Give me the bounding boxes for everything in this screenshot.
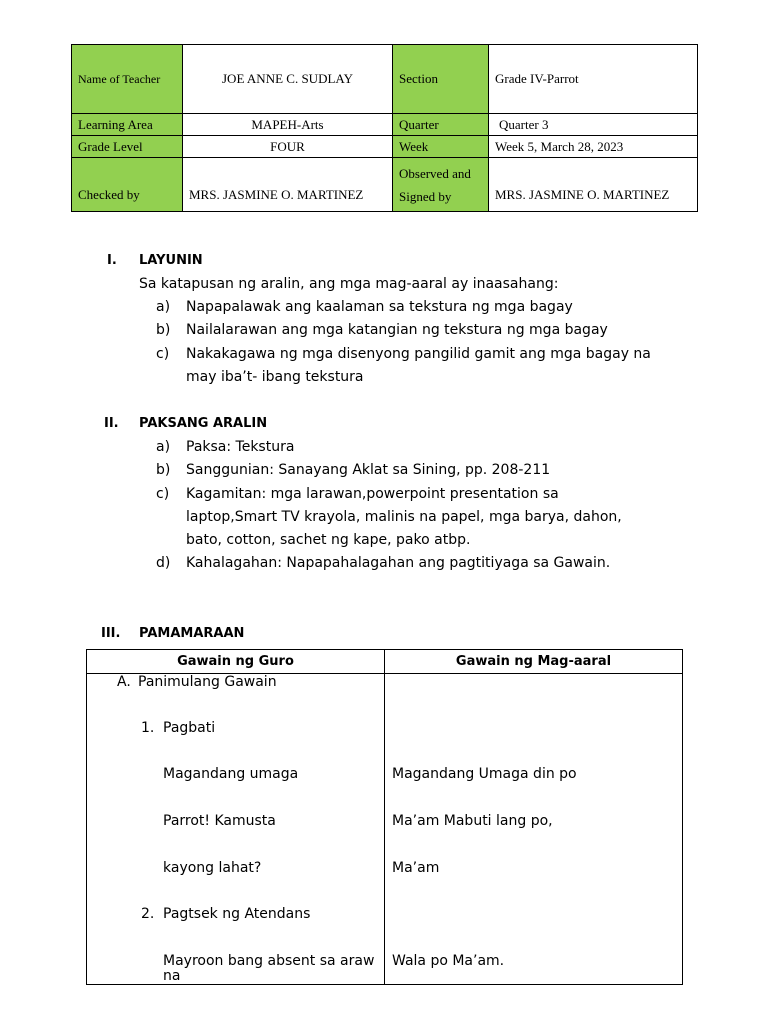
paksang-item-c-line1: Kagamitan: mga larawan,powerpoint presentation sa	[186, 486, 559, 502]
layunin-title: LAYUNIN	[139, 253, 203, 268]
greeting-line3: kayong lahat?	[163, 860, 262, 876]
procedure-table	[86, 649, 683, 985]
layunin-item-c-line1: Nakakagawa ng mga disenyong pangilid gamit ang mga bagay na	[186, 346, 651, 362]
guro-cell	[87, 674, 385, 985]
absent-question-line1: Mayroon bang absent sa araw	[163, 953, 375, 969]
layunin-marker-c: c)	[156, 346, 170, 362]
section-value: Grade IV-Parrot	[489, 45, 698, 114]
layunin-item-c-line2: may iba’t- ibang tekstura	[186, 369, 364, 385]
observed-label	[393, 158, 489, 212]
quarter-label: Quarter	[393, 114, 489, 136]
procedure-header-row	[87, 650, 683, 674]
teacher-value: JOE ANNE C. SUDLAY	[183, 45, 393, 114]
observed-label-line1: Observed and	[399, 165, 471, 181]
step-1-text: Pagbati	[163, 720, 216, 736]
quarter-value: Quarter 3	[489, 114, 698, 136]
response-2: Ma’am Mabuti lang po,	[392, 813, 553, 829]
response-4: Wala po Ma’am.	[392, 953, 505, 969]
absent-question-line2: na	[163, 968, 181, 984]
layunin-intro: Sa katapusan ng aralin, ang mga mag-aaral ay inaasahang:	[139, 276, 559, 292]
procedure-body-row	[87, 674, 683, 985]
paksang-item-c-line2: laptop,Smart TV krayola, malinis na papel, mga barya, dahon,	[186, 509, 622, 525]
paksang-marker-d: d)	[156, 555, 171, 571]
grade-value: FOUR	[183, 136, 393, 158]
week-label: Week	[393, 136, 489, 158]
paksang-item-a: Paksa: Tekstura	[186, 439, 295, 455]
paksang-item-d: Kahalagahan: Napapahalagahan ang pagtitiyaga sa Gawain.	[186, 555, 611, 571]
greeting-line1: Magandang umaga	[163, 766, 299, 782]
paksang-number: II.	[104, 416, 119, 431]
section-label: Section	[393, 45, 489, 114]
step-2-marker: 2.	[141, 906, 155, 922]
header-row-checked	[72, 158, 698, 212]
paksang-item-b: Sanggunian: Sanayang Aklat sa Sining, pp. 208-211	[186, 462, 551, 478]
response-3: Ma’am	[392, 860, 440, 876]
checked-value: MRS. JASMINE O. MARTINEZ	[183, 158, 393, 212]
header-row-area	[72, 114, 698, 136]
area-label: Learning Area	[72, 114, 183, 136]
step-a-text: Panimulang Gawain	[138, 674, 277, 690]
step-1-marker: 1.	[141, 720, 155, 736]
paksang-marker-c: c)	[156, 486, 170, 502]
col-header-magaaral: Gawain ng Mag-aaral	[385, 650, 683, 674]
layunin-item-a: Napapalawak ang kaalaman sa tekstura ng mga bagay	[186, 299, 573, 315]
grade-label: Grade Level	[72, 136, 183, 158]
paksang-title: PAKSANG ARALIN	[139, 416, 268, 431]
response-1: Magandang Umaga din po	[392, 766, 577, 782]
paksang-marker-a: a)	[156, 439, 171, 455]
week-value: Week 5, March 28, 2023	[489, 136, 698, 158]
pamamaraan-number: III.	[101, 626, 121, 641]
step-2-text: Pagtsek ng Atendans	[163, 906, 311, 922]
layunin-marker-a: a)	[156, 299, 171, 315]
paksang-item-c-line3: bato, cotton, sachet ng kape, pako atbp.	[186, 532, 471, 548]
checked-label: Checked by	[72, 158, 183, 212]
greeting-line2: Parrot! Kamusta	[163, 813, 276, 829]
layunin-item-b: Nailalarawan ang mga katangian ng tekstura ng mga bagay	[186, 322, 608, 338]
area-value: MAPEH-Arts	[183, 114, 393, 136]
paksang-marker-b: b)	[156, 462, 171, 478]
observed-label-line2: Signed by	[399, 188, 452, 204]
pamamaraan-title: PAMAMARAAN	[139, 626, 245, 641]
col-header-guro: Gawain ng Guro	[87, 650, 385, 674]
header-row-grade	[72, 136, 698, 158]
layunin-marker-b: b)	[156, 322, 171, 338]
observed-value: MRS. JASMINE O. MARTINEZ	[489, 158, 698, 212]
header-row-teacher	[72, 45, 698, 114]
magaaral-cell	[385, 674, 683, 985]
layunin-number: I.	[107, 253, 117, 268]
header-table	[71, 44, 698, 212]
teacher-label: Name of Teacher	[72, 45, 183, 114]
step-a-marker: A.	[117, 674, 131, 690]
